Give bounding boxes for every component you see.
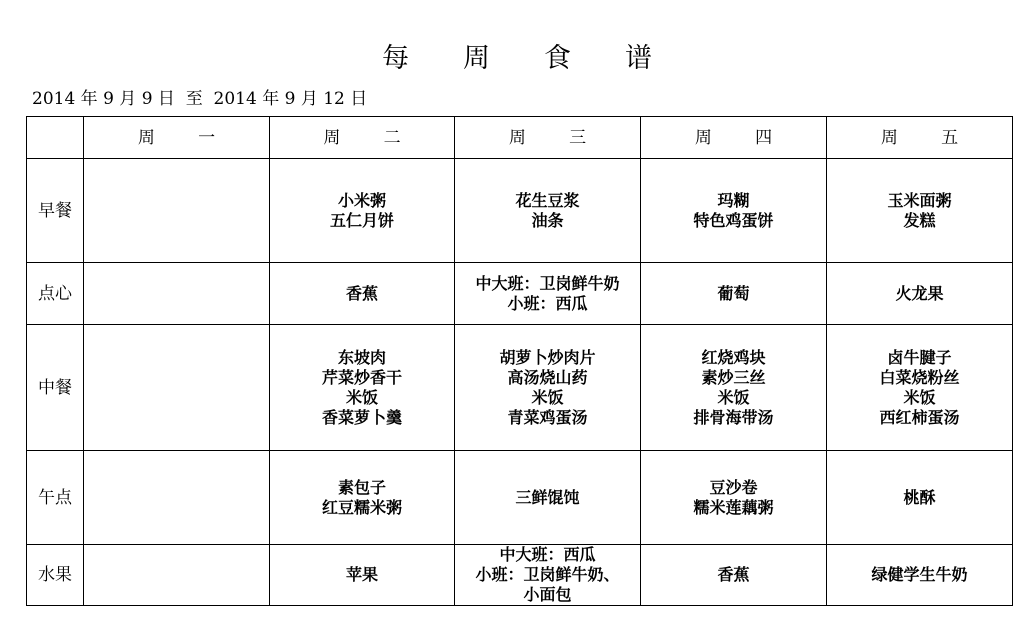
menu-cell [827,263,1013,325]
dish-item: 香蕉 [345,283,378,303]
meal-label: 午点 [27,451,84,545]
day-header-mon: 周 一 [84,117,270,159]
menu-cell [455,451,641,545]
meal-row-afternoon-snack [27,451,1013,545]
dish-item: 葡萄 [717,283,750,303]
day-header-row [27,117,1013,159]
menu-cell [84,159,270,263]
menu-cell [455,159,641,263]
meal-label: 早餐 [27,159,84,263]
dish-item: 青菜鸡蛋汤 [507,407,588,427]
menu-cell [455,545,641,606]
dish-item: 花生豆浆 [515,190,580,210]
dish-item: 特色鸡蛋饼 [693,210,774,230]
meal-row-breakfast [27,159,1013,263]
dish-item: 卤牛腱子 [887,347,952,367]
meal-row-lunch [27,325,1013,451]
dish-item: 油条 [531,210,564,230]
menu-cell [455,325,641,451]
menu-cell [641,263,827,325]
meal-label: 点心 [27,263,84,325]
menu-cell [827,451,1013,545]
dish-item: 米饭 [345,387,378,407]
dish-item: 东坡肉 [337,347,386,367]
dish-item: 西红柿蛋汤 [879,407,960,427]
dish-item: 糯米莲藕粥 [693,497,774,517]
menu-cell [641,325,827,451]
dish-item: 米饭 [717,387,750,407]
page-title: 每 周 食 谱 [382,43,652,74]
dish-item: 香蕉 [717,565,750,584]
day-header-tue: 周 二 [270,117,455,159]
weekly-menu-table [26,116,1013,606]
dish-item: 桃酥 [903,487,936,507]
menu-cell [641,545,827,606]
dish-item: 红豆糯米粥 [321,497,402,517]
dish-item: 绿健学生牛奶 [871,565,968,584]
dish-item: 中大班：卫岗鲜牛奶 [475,273,620,293]
dish-item: 胡萝卜炒肉片 [499,347,596,367]
menu-cell [270,451,455,545]
menu-cell [455,263,641,325]
dish-item: 玉米面粥 [887,190,952,210]
date-range: 2014 年 9 月 9 日 至 2014 年 9 月 12 日 [32,89,368,109]
menu-cell [827,325,1013,451]
dish-item: 发糕 [903,210,936,230]
dish-item: 米饭 [903,387,936,407]
menu-cell [84,263,270,325]
dish-item: 中大班：西瓜 [499,545,596,564]
dish-item: 玛糊 [717,190,750,210]
meal-label: 水果 [27,545,84,606]
dish-item: 小米粥 [337,190,386,210]
meal-label: 中餐 [27,325,84,451]
menu-cell [827,159,1013,263]
dish-item: 红烧鸡块 [701,347,766,367]
day-header-fri: 周 五 [827,117,1013,159]
corner-cell [27,117,84,159]
menu-cell [270,545,455,606]
menu-cell [270,263,455,325]
menu-cell [641,159,827,263]
menu-cell [270,159,455,263]
dish-item: 香菜萝卜羹 [321,407,402,427]
dish-item: 小面包 [523,585,572,604]
day-header-thu: 周 四 [641,117,827,159]
dish-item: 五仁月饼 [329,210,394,230]
dish-item: 白菜烧粉丝 [879,367,960,387]
dish-item: 小班：卫岗鲜牛奶、 [475,565,620,584]
dish-item: 排骨海带汤 [693,407,774,427]
day-header-wed: 周 三 [455,117,641,159]
meal-row-snack [27,263,1013,325]
meal-row-fruit [27,545,1013,606]
dish-item: 三鲜馄饨 [515,487,580,507]
menu-cell [641,451,827,545]
dish-item: 苹果 [345,565,378,584]
dish-item: 高汤烧山药 [507,367,588,387]
menu-cell [270,325,455,451]
menu-cell [84,545,270,606]
dish-item: 素炒三丝 [701,367,766,387]
dish-item: 芹菜炒香干 [321,367,402,387]
dish-item: 素包子 [337,477,386,497]
menu-cell [84,325,270,451]
dish-item: 小班：西瓜 [507,293,588,313]
menu-cell [827,545,1013,606]
dish-item: 火龙果 [895,283,944,303]
menu-cell [84,451,270,545]
dish-item: 豆沙卷 [709,477,758,497]
dish-item: 米饭 [531,387,564,407]
